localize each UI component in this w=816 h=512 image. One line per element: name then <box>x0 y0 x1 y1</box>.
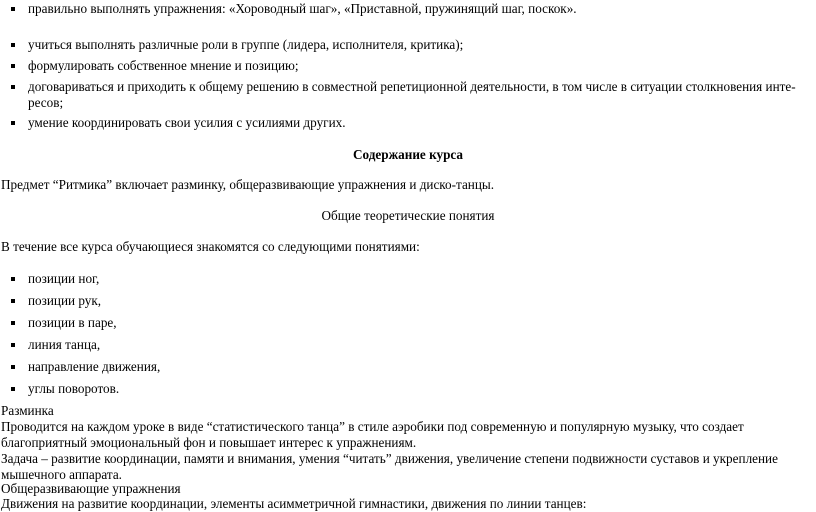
list-item-continuation: ресов; <box>28 95 64 110</box>
list-item: позиции ног, <box>28 271 100 286</box>
paragraph-subject: Предмет “Ритмика” включает разминку, общеразвивающие упражнения и диско-танцы. <box>1 177 495 192</box>
bullet-icon <box>11 299 15 303</box>
list-item: правильно выполнять упражнения: «Хороводный шаг», «Приставной, пружинящий шаг, поскок». <box>28 1 577 16</box>
bullet-icon <box>11 277 15 281</box>
list-item: позиции рук, <box>28 293 102 308</box>
list-item: углы поворотов. <box>28 381 120 396</box>
list-item: позиции в паре, <box>28 315 117 330</box>
bullet-icon <box>11 365 15 369</box>
bullet-icon <box>11 387 15 391</box>
warmup-line: Проводится на каждом уроке в виде “статистического танца” в стиле аэробики под современную и популярную музыку, что создает <box>1 419 744 434</box>
paragraph-course: В течение все курса обучающиеся знакомятся со следующими понятиями: <box>1 239 420 254</box>
list-item: учиться выполнять различные роли в группе (лидера, исполнителя, критика); <box>28 37 464 52</box>
bullet-icon <box>11 7 15 11</box>
list-item: направление движения, <box>28 359 161 374</box>
general-exercises-line: Движения на развитие координации, элементы асимметричной гимнастики, движения по линии танцев: <box>1 496 587 511</box>
list-item: линия танца, <box>28 337 101 352</box>
list-item: умение координировать свои усилия с усилиями других. <box>28 115 346 130</box>
warmup-title: Разминка <box>1 403 54 418</box>
task-line: мышечного аппарата. <box>1 467 122 482</box>
bullet-icon <box>11 121 15 125</box>
list-item: формулировать собственное мнение и позицию; <box>28 58 299 73</box>
section-heading: Содержание курса <box>352 147 464 162</box>
bullet-icon <box>11 85 15 89</box>
task-line: Задача – развитие координации, памяти и внимания, умения “читать” движения, увеличение степени подвижности суставов и укрепление <box>1 451 778 466</box>
bullet-icon <box>11 343 15 347</box>
warmup-line: благоприятный эмоциональный фон и повышает интерес к упражнениям. <box>1 435 417 450</box>
bullet-icon <box>11 64 15 68</box>
bullet-icon <box>11 43 15 47</box>
general-exercises-title: Общеразвивающие упражнения <box>1 481 181 496</box>
bullet-icon <box>11 321 15 325</box>
list-item: договариваться и приходить к общему решению в совместной репетиционной деятельности, в том числе в ситуации столкновения инте- <box>28 79 796 94</box>
subheading-concepts: Общие теоретические понятия <box>321 208 495 223</box>
